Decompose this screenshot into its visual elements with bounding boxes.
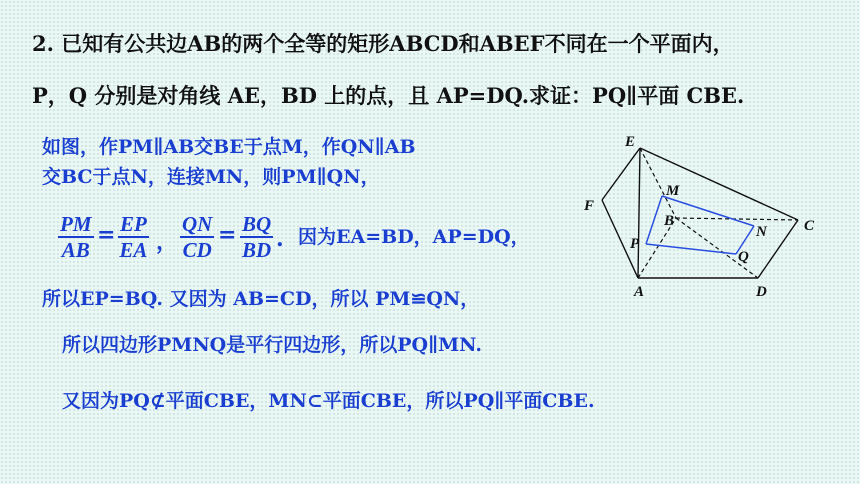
label-c: C — [804, 218, 815, 234]
solution-line-5: 所以四边形PMNQ是平行四边形，所以PQ∥MN. — [62, 334, 482, 356]
fraction-ep-ea: $\frac{EP}{EA}$ — [119, 212, 148, 262]
segment-mn — [662, 196, 754, 226]
edge-fe — [602, 148, 640, 200]
period: . — [276, 226, 284, 252]
solution-line-6: 又因为PQ⊄平面CBE，MN⊂平面CBE，所以PQ∥平面CBE. — [62, 390, 595, 412]
label-n: N — [756, 224, 767, 240]
comma: ， — [156, 229, 179, 255]
equals-sign-2: = — [218, 222, 237, 248]
equals-sign: = — [97, 222, 116, 248]
solution-line-4: 所以EP=BQ. 又因为 AB=CD，所以 PM≌QN， — [42, 288, 480, 310]
fraction-bq-bd: $\frac{BQ}{BD}$ — [242, 212, 272, 262]
solution-line-1: 如图，作PM∥AB交BE于点M，作QN∥AB — [42, 136, 416, 158]
label-q: Q — [738, 249, 749, 265]
label-m: M — [666, 183, 680, 199]
fraction-qn-cd: $\frac{QN}{CD}$ — [182, 212, 213, 262]
solution-line-3-tail: 因为EA=BD，AP=DQ， — [298, 226, 530, 248]
solution-line-2: 交BC于点N，连接MN，则PM∥QN， — [42, 166, 380, 188]
edge-ea — [638, 148, 640, 278]
question-line-1: 2. 已知有公共边AB的两个全等的矩形ABCD和ABEF不同在一个平面内， — [32, 31, 734, 56]
label-a: A — [634, 284, 645, 300]
label-e: E — [625, 134, 636, 150]
edge-ec — [640, 148, 798, 220]
label-f: F — [584, 198, 595, 214]
label-b: B — [664, 213, 675, 229]
label-p: P — [630, 236, 640, 252]
fraction-pm-ab: $\frac{PM}{AB}$ — [60, 212, 92, 262]
segment-qp — [646, 244, 736, 254]
label-d: D — [756, 284, 767, 300]
segment-pm — [646, 196, 662, 244]
question-line-2: P，Q 分别是对角线 AE，BD 上的点，且 AP=DQ.求证：PQ∥平面 CBE. — [32, 83, 745, 108]
